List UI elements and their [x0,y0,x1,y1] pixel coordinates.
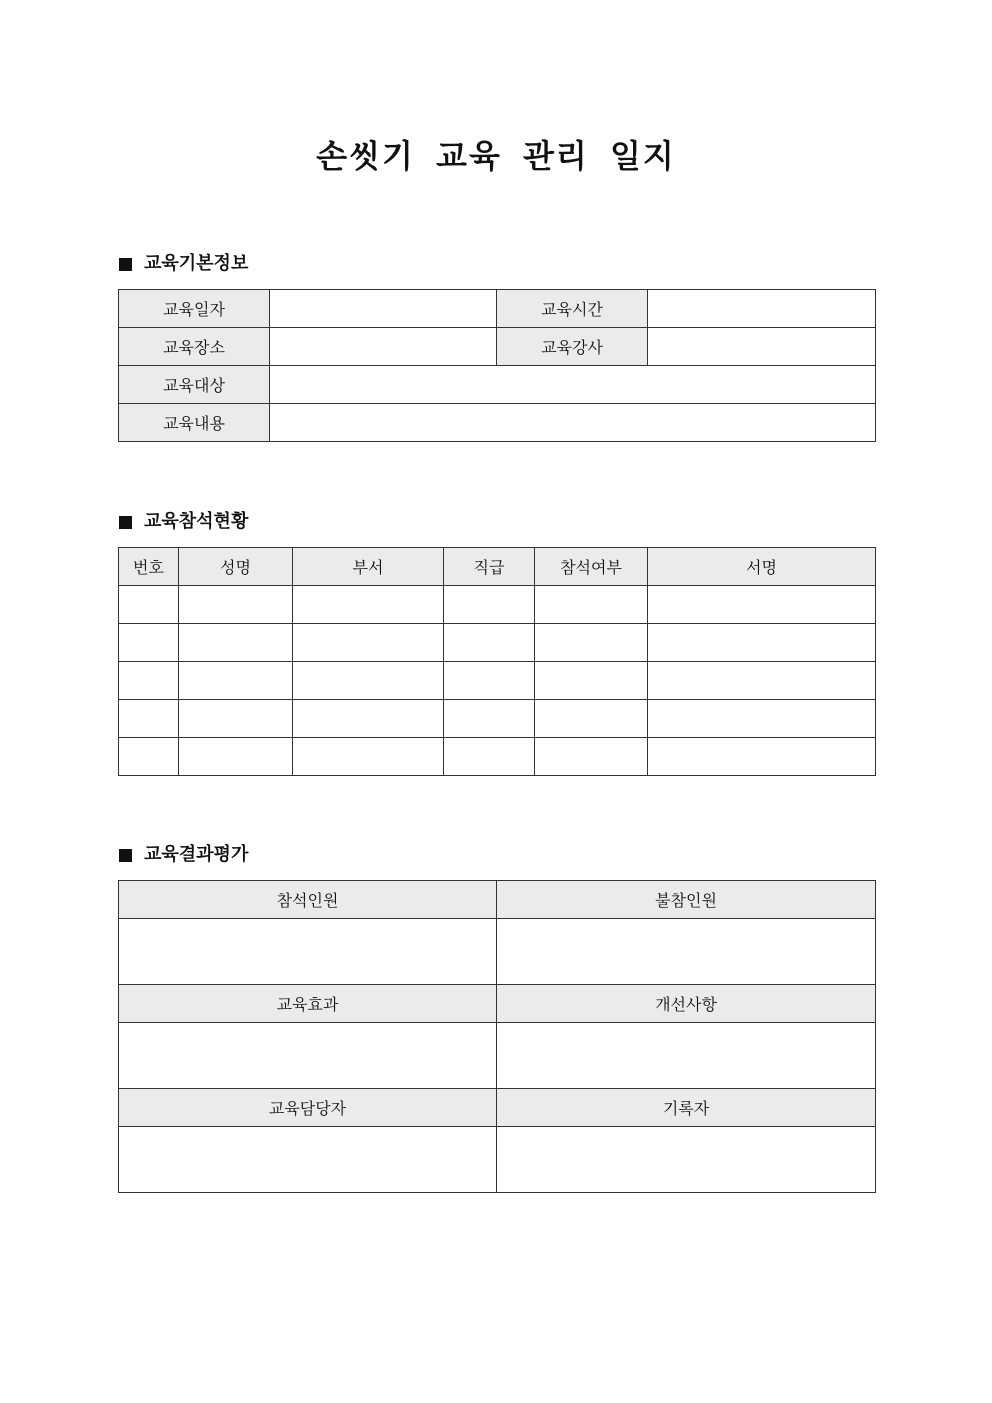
table-row [119,985,876,1023]
rank-cell[interactable] [444,662,535,700]
rank-cell[interactable] [444,738,535,776]
column-header-name: 성명 [179,548,293,586]
content-field[interactable] [270,404,876,442]
table-row [119,1023,876,1089]
table-row [119,1127,876,1193]
section-heading-attendance [119,510,248,534]
section-heading-label: 교육참석현황 [144,511,249,532]
column-header-department: 부서 [293,548,444,586]
place-label: 교육장소 [119,328,270,366]
number-cell[interactable] [119,624,179,662]
document-title: 손씻기 교육 관리 일지 [316,137,676,175]
column-header-attendance: 참석여부 [535,548,648,586]
name-cell[interactable] [179,624,293,662]
table-row [119,366,876,404]
section-heading-label: 교육기본정보 [144,253,249,274]
table-row [119,1089,876,1127]
effect-label: 교육효과 [119,985,497,1023]
attendees-label: 참석인원 [119,881,497,919]
column-header-number: 번호 [119,548,179,586]
manager-field[interactable] [119,1127,497,1193]
rank-cell[interactable] [444,586,535,624]
black-square-icon [119,516,132,529]
signature-cell[interactable] [648,586,876,624]
attendance-cell[interactable] [535,700,648,738]
column-header-rank: 직급 [444,548,535,586]
name-cell[interactable] [179,700,293,738]
section-heading-evaluation [119,843,248,867]
absentees-label: 불참인원 [497,881,876,919]
absentees-field[interactable] [497,919,876,985]
table-row [119,700,876,738]
manager-label: 교육담당자 [119,1089,497,1127]
table-row [119,919,876,985]
evaluation-table [118,880,876,1193]
attendance-cell[interactable] [535,624,648,662]
table-row [119,662,876,700]
content-label: 교육내용 [119,404,270,442]
table-row [119,738,876,776]
department-cell[interactable] [293,738,444,776]
column-header-signature: 서명 [648,548,876,586]
rank-cell[interactable] [444,700,535,738]
time-field[interactable] [648,290,876,328]
attendance-table [118,547,876,776]
target-field[interactable] [270,366,876,404]
name-cell[interactable] [179,586,293,624]
signature-cell[interactable] [648,662,876,700]
table-row [119,328,876,366]
name-cell[interactable] [179,738,293,776]
improvement-field[interactable] [497,1023,876,1089]
table-row [119,624,876,662]
date-label: 교육일자 [119,290,270,328]
department-cell[interactable] [293,662,444,700]
attendance-cell[interactable] [535,586,648,624]
department-cell[interactable] [293,700,444,738]
recorder-field[interactable] [497,1127,876,1193]
number-cell[interactable] [119,662,179,700]
target-label: 교육대상 [119,366,270,404]
improvement-label: 개선사항 [497,985,876,1023]
table-row [119,586,876,624]
table-header-row [119,548,876,586]
name-cell[interactable] [179,662,293,700]
table-row [119,404,876,442]
department-cell[interactable] [293,624,444,662]
table-row [119,290,876,328]
black-square-icon [119,849,132,862]
black-square-icon [119,258,132,271]
number-cell[interactable] [119,738,179,776]
attendees-field[interactable] [119,919,497,985]
signature-cell[interactable] [648,738,876,776]
section-heading-basic-info [119,252,248,276]
instructor-field[interactable] [648,328,876,366]
recorder-label: 기록자 [497,1089,876,1127]
attendance-cell[interactable] [535,738,648,776]
section-heading-label: 교육결과평가 [144,844,249,865]
instructor-label: 교육강사 [497,328,648,366]
department-cell[interactable] [293,586,444,624]
table-row [119,881,876,919]
effect-field[interactable] [119,1023,497,1089]
rank-cell[interactable] [444,624,535,662]
signature-cell[interactable] [648,700,876,738]
place-field[interactable] [270,328,497,366]
date-field[interactable] [270,290,497,328]
time-label: 교육시간 [497,290,648,328]
attendance-cell[interactable] [535,662,648,700]
basic-info-table [118,289,876,442]
signature-cell[interactable] [648,624,876,662]
number-cell[interactable] [119,700,179,738]
number-cell[interactable] [119,586,179,624]
